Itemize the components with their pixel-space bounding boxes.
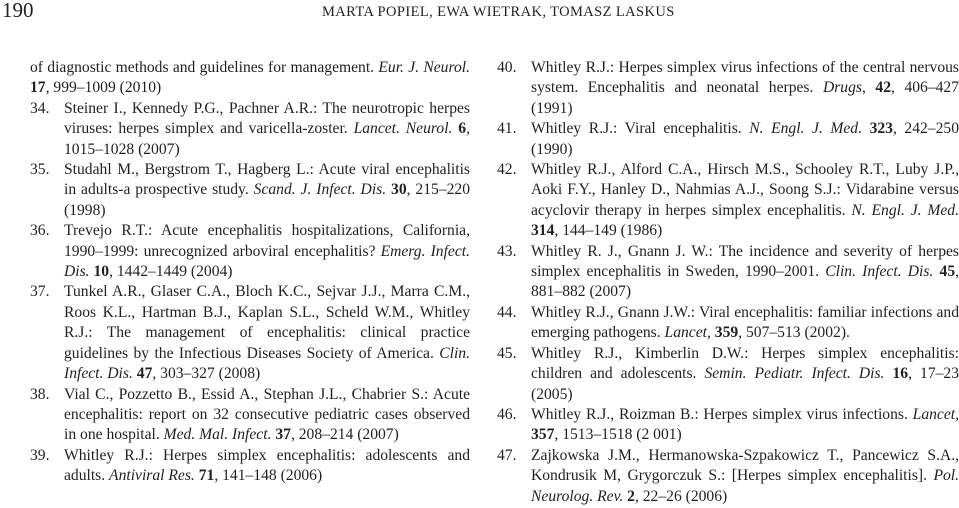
reference-text: , 1513–1518 (2 001): [554, 426, 682, 444]
reference-item: [30, 160, 470, 221]
journal-title: Semin. Pediatr. Infect. Dis.: [704, 365, 885, 383]
reference-item: [497, 160, 959, 242]
reference-item: [30, 282, 470, 384]
running-head: MARTA POPIEL, EWA WIETRAK, TOMASZ LASKUS: [322, 4, 675, 20]
reference-number: 37.: [30, 283, 50, 301]
reference-text: ,: [861, 79, 876, 97]
volume-number: 47: [136, 365, 153, 383]
reference-item: [30, 446, 470, 487]
reference-text: , 303–327 (2008): [152, 365, 261, 383]
reference-number: 36.: [30, 222, 50, 240]
reference-text: Tunkel A.R., Glaser C.A., Bloch K.C., Sejvar J.J., Marra C.M., Roos K.L., Hartman B.J., Kaplan S.L., Scheld W.M., Whitley R.J.: The management of encephalitis: clinical practice guidelines by the Infectious Diseases Society of America.: [64, 283, 470, 362]
references-column-right: [497, 58, 959, 507]
reference-item: [497, 344, 959, 405]
reference-item: [497, 242, 959, 303]
reference-number: 41.: [497, 120, 517, 138]
volume-number: 37: [275, 426, 291, 444]
reference-item: [30, 385, 470, 446]
reference-text: , 406–427 (1991): [531, 79, 959, 117]
journal-title: Med. Mal. Infect.: [163, 426, 272, 444]
reference-text: , 144–149 (1986): [554, 222, 663, 240]
reference-number: 40.: [497, 59, 517, 76]
reference-number: 34.: [30, 99, 50, 117]
reference-number: 44.: [497, 303, 517, 321]
reference-text: , 507–513 (2002).: [738, 324, 850, 342]
journal-title: Emerg. Infect. Dis.: [64, 242, 470, 281]
reference-text: , 17–23 (2005): [531, 365, 959, 403]
reference-text: [862, 120, 870, 137]
reference-text: Whitley R.J.: Herpes simplex virus infections of the central nervous system. Encephalitis and neonatal herpes.: [531, 59, 959, 97]
reference-text: Whitley R.J., Alford C.A., Hirsch M.S., Schooley R.T., Luby J.P., Aoki F.Y., Hanley D., Nahmias A.J., Soong S.J.: Vidarabine versus acyclovir therapy in herpes simplex encephalitis.: [531, 161, 959, 219]
reference-item: [30, 99, 470, 160]
journal-title: N. Engl. J. Med.: [749, 120, 862, 138]
reference-text: Whitley R.J.: Viral encephalitis.: [531, 120, 750, 138]
reference-text: , 1015–1028 (2007): [64, 120, 470, 158]
reference-text: Whitley R.J., Gnann J.W.: Viral encephalitis: familiar infections and emerging pathogens.: [531, 303, 959, 342]
journal-title: Antiviral Res.: [109, 467, 195, 485]
reference-text: Studahl M., Bergstrom T., Hagberg L.: Acute viral encephalitis in adults-a prospective study.: [64, 161, 470, 199]
reference-item: [497, 405, 959, 446]
reference-text: , 208–214 (2007): [290, 426, 399, 444]
reference-text: , 881–882 (2007): [531, 263, 959, 301]
reference-number: 43.: [497, 242, 517, 260]
volume-number: 357: [531, 426, 555, 444]
volume-number: 17: [30, 79, 46, 97]
volume-number: 323: [869, 120, 893, 138]
reference-text: Whitley R.J., Roizman B.: Herpes simplex virus infections.: [531, 405, 913, 423]
reference-text: Steiner I., Kennedy P.G., Pachner A.R.: The neurotropic herpes viruses: herpes simplex and varicella-zoster.: [64, 99, 470, 138]
journal-title: Clin. Infect. Dis.: [825, 263, 934, 281]
reference-text: Whitley R.J.: Herpes simplex encephalitis: adolescents and adults.: [64, 446, 470, 485]
reference-item: [497, 303, 959, 344]
journal-title: Lancet,: [664, 324, 711, 342]
reference-item: [30, 221, 470, 282]
volume-number: 42: [875, 79, 891, 97]
reference-number: 38.: [30, 385, 50, 403]
reference-text: , 141–148 (2006): [214, 467, 323, 485]
journal-title: Lancet. Neurol.: [353, 120, 453, 138]
reference-text: , 22–26 (2006): [634, 487, 728, 505]
volume-number: 10: [93, 263, 110, 281]
references-column-left: [30, 58, 470, 487]
page-number: 190: [2, 0, 34, 22]
volume-number: 2: [627, 487, 635, 505]
reference-text: Whitley R. J., Gnann J. W.: The incidence and severity of herpes simplex encephalitis in Sweden, 1990–2001.: [531, 242, 959, 281]
reference-text: , 1442–1449 (2004): [109, 263, 233, 281]
reference-text: Zajkowska J.M., Hermanowska-Szpakowicz T., Pancewicz S.A., Kondrusik M, Grygorczuk S.: [Herpes simplex encephalitis].: [531, 446, 959, 485]
volume-number: 314: [531, 222, 555, 240]
reference-text: Whitley R.J., Kimberlin D.W.: Herpes simplex encephalitis: children and adolescents.: [531, 344, 959, 383]
journal-title: Clin. Infect. Dis.: [64, 344, 470, 383]
reference-text: of diagnostic methods and guidelines for management.: [30, 59, 379, 76]
journal-title: Eur. J. Neurol.: [378, 59, 470, 76]
reference-text: Vial C., Pozzetto B., Essid A., Stephan J.L., Chabrier S.: Acute encephalitis: report on 32 consecutive pediatric cases observed in one hospital.: [64, 385, 470, 444]
journal-title: Lancet,: [912, 405, 959, 423]
journal-title: N. Engl. J. Med.: [851, 201, 959, 219]
volume-number: 71: [198, 467, 215, 485]
volume-number: 16: [892, 365, 909, 383]
reference-number: 46.: [497, 405, 517, 423]
journal-title: Pol. Neurolog. Rev.: [531, 467, 959, 505]
volume-number: 30: [391, 181, 407, 199]
reference-item: [497, 446, 959, 507]
reference-text: Trevejo R.T.: Acute encephalitis hospitalizations, California, 1990–1999: unrecognized arboviral encephalitis?: [64, 222, 470, 260]
reference-number: 42.: [497, 161, 517, 179]
reference-text: , 215–220 (1998): [64, 181, 470, 219]
reference-item: [497, 58, 959, 119]
volume-number: 359: [714, 324, 739, 342]
reference-item: [30, 58, 470, 99]
reference-item: [497, 119, 959, 160]
volume-number: 6: [458, 120, 467, 138]
reference-text: , 999–1009 (2010): [45, 79, 162, 97]
volume-number: 45: [939, 263, 956, 281]
reference-number: 35.: [30, 161, 50, 179]
reference-number: 47.: [497, 446, 517, 464]
reference-text: [884, 365, 892, 382]
reference-number: 39.: [30, 446, 50, 464]
journal-title: Scand. J. Infect. Dis.: [253, 181, 387, 199]
journal-title: Drugs: [822, 79, 862, 97]
reference-number: 45.: [497, 344, 517, 362]
reference-text: , 242–250 (1990): [531, 120, 959, 158]
